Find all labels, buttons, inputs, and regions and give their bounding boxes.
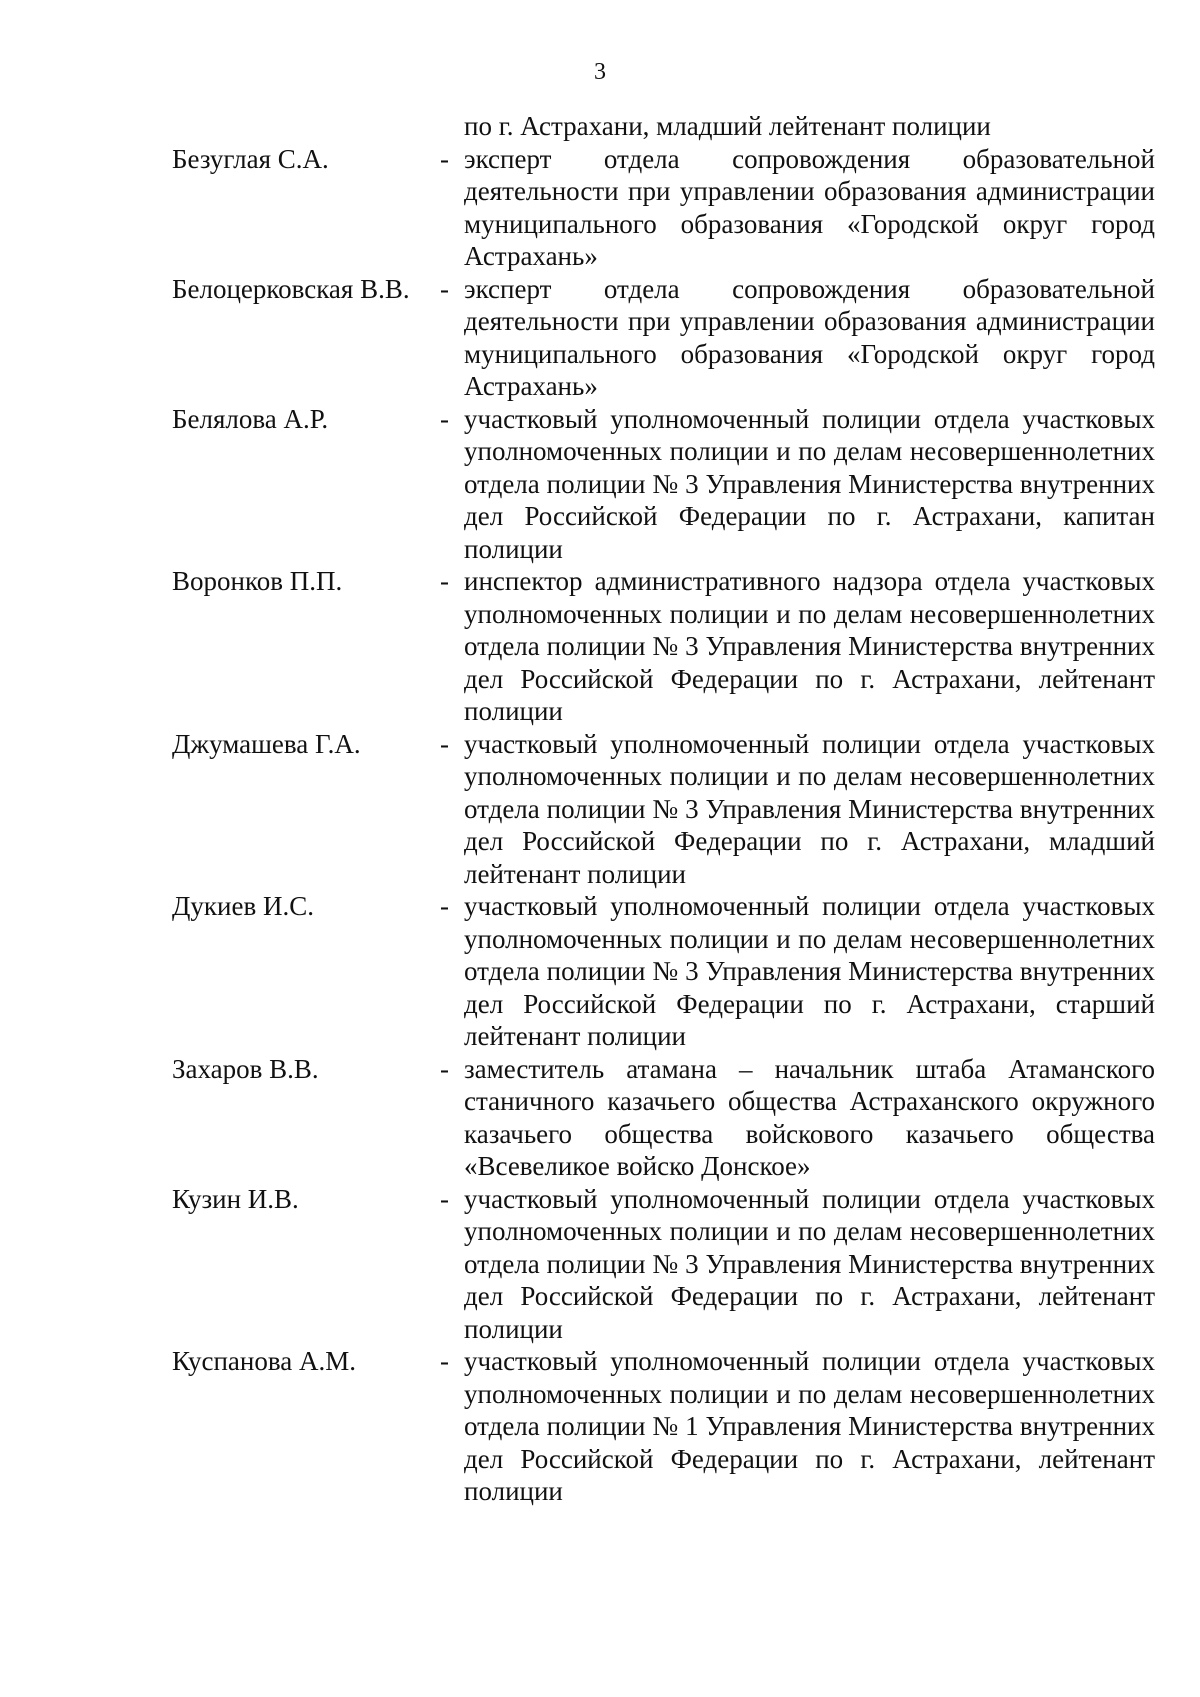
member-position: эксперт отдела сопровождения образовательной деятельности при управлении образования администрации муниципального образования «Городской округ город Астрахань» [464, 273, 1155, 401]
member-position: инспектор административного надзора отдела участковых уполномоченных полиции и по делам несовершеннолетних отдела полиции № 3 Управления Министерства внутренних дел Российской Федерации по г. Астрахани, лейтенант полиции [464, 566, 1155, 726]
member-position: заместитель атамана – начальник штаба Атаманского станичного казачьего общества Астраханского окружного казачьего общества войскового казачьего общества «Всевеликое войско Донское» [464, 1053, 1155, 1181]
member-name: Белоцерковская В.В. [172, 273, 410, 304]
member-list [172, 110, 1155, 1508]
list-item [172, 273, 1155, 403]
page-number: 3 [594, 59, 606, 85]
member-position: участковый уполномоченный полиции отдела участковых уполномоченных полиции и по делам несовершеннолетних отдела полиции № 3 Управления Министерства внутренних дел Российской Федерации по г. Астрахани, лейтенант полиции [464, 1183, 1155, 1344]
member-name: Безуглая С.А. [172, 143, 329, 174]
dash-separator: - [440, 143, 449, 174]
list-item [172, 1345, 1155, 1508]
member-name: Захаров В.В. [172, 1053, 319, 1084]
dash-separator: - [440, 891, 449, 921]
list-item [172, 1053, 1155, 1183]
member-position: участковый уполномоченный полиции отдела участковых уполномоченных полиции и по делам несовершеннолетних отдела полиции № 3 Управления Министерства внутренних дел Российской Федерации по г. Астрахани, младший лейтенант полиции [464, 728, 1155, 889]
member-position: участковый уполномоченный полиции отдела участковых уполномоченных полиции и по делам несовершеннолетних отдела полиции № 3 Управления Министерства внутренних дел Российской Федерации по г. Астрахани, капитан полиции [464, 403, 1155, 564]
member-name: Дукиев И.С. [172, 891, 314, 921]
continuation-text: по г. Астрахани, младший лейтенант полиции [464, 111, 991, 141]
dash-separator: - [440, 1053, 449, 1084]
list-item [172, 728, 1155, 891]
member-name: Воронков П.П. [172, 566, 343, 596]
member-position: эксперт отдела сопровождения образовательной деятельности при управлении образования администрации муниципального образования «Городской округ город Астрахань» [464, 143, 1155, 271]
member-name: Куспанова А.М. [172, 1346, 356, 1376]
member-name: Белялова А.Р. [172, 403, 329, 434]
dash-separator: - [440, 1346, 449, 1376]
list-item [172, 1183, 1155, 1346]
member-name: Кузин И.В. [172, 1183, 299, 1214]
dash-separator: - [440, 273, 449, 304]
member-position: участковый уполномоченный полиции отдела участковых уполномоченных полиции и по делам несовершеннолетних отдела полиции № 1 Управления Министерства внутренних дел Российской Федерации по г. Астрахани, лейтенант полиции [464, 1346, 1155, 1506]
list-item [172, 890, 1155, 1053]
list-item [172, 565, 1155, 728]
dash-separator: - [440, 566, 449, 596]
list-item [172, 143, 1155, 273]
member-position: участковый уполномоченный полиции отдела участковых уполномоченных полиции и по делам несовершеннолетних отдела полиции № 3 Управления Министерства внутренних дел Российской Федерации по г. Астрахани, старший лейтенант полиции [464, 891, 1155, 1051]
dash-separator: - [440, 1183, 449, 1214]
dash-separator: - [440, 728, 449, 759]
member-name: Джумашева Г.А. [172, 728, 361, 759]
dash-separator: - [440, 403, 449, 434]
list-item [172, 403, 1155, 566]
